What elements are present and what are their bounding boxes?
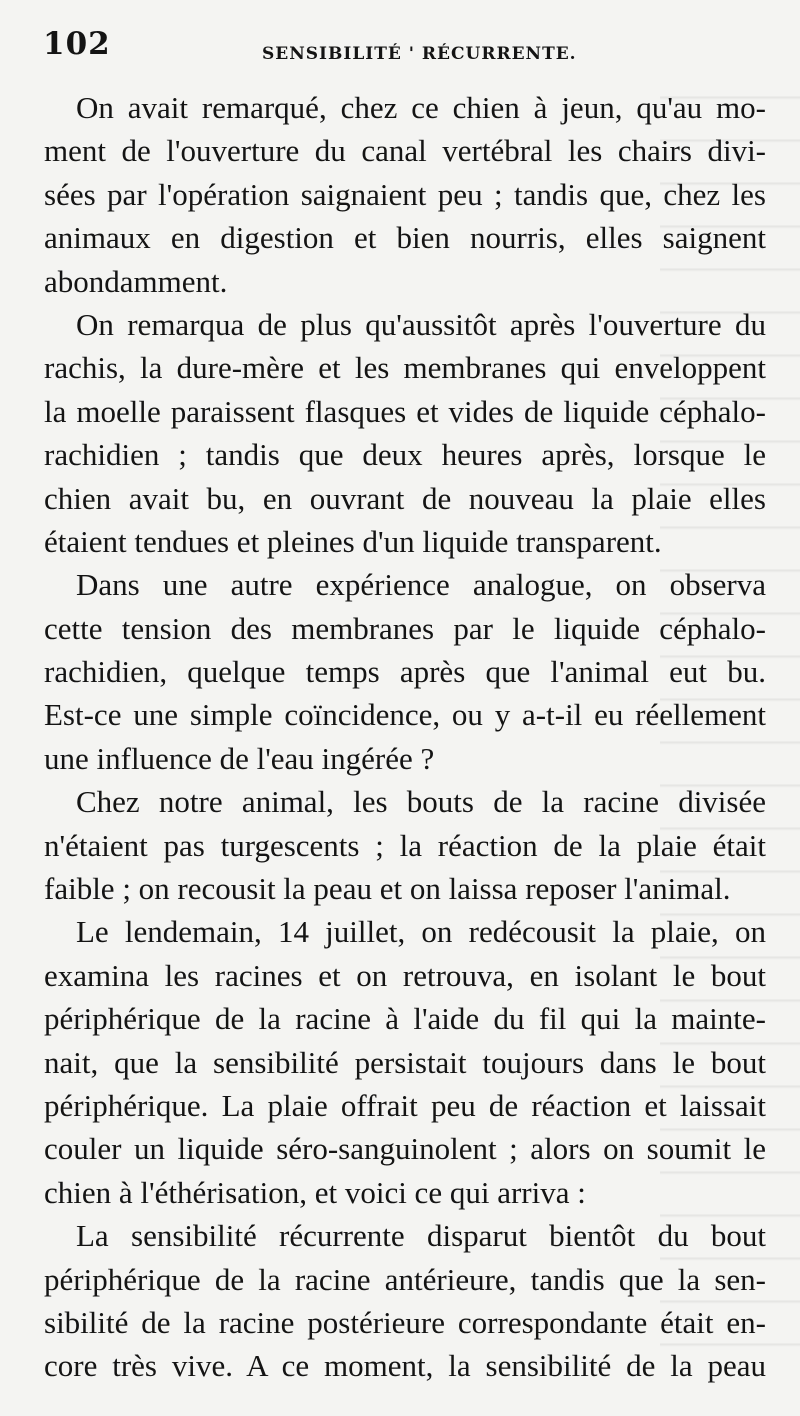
text-line: On remarqua de plus qu'aussitôt après l'ouverture du [76,306,766,342]
text-line: périphérique. La plaie offrait peu de réaction et laissait [44,1087,766,1123]
text-line: rachidien ; tandis que deux heures après, lorsque le [44,437,766,473]
text-line: rachidien, quelque temps après que l'animal eut bu. [44,654,766,690]
paragraph [44,303,766,563]
text-line: nait, que la sensibilité persistait toujours dans le bout [44,1044,766,1080]
text-line: chien à l'éthérisation, et voici ce qui arriva : [44,1174,586,1210]
text-line: examina les racines et on retrouva, en isolant le bout [44,957,766,993]
text-line: rachis, la dure-mère et les membranes qui enveloppent [44,350,766,386]
text-line: cette tension des membranes par le liquide céphalo- [44,610,766,646]
text-line: couler un liquide séro-sanguinolent ; alors on soumit le [44,1131,766,1167]
text-line: core très vive. A ce moment, la sensibilité de la peau [44,1348,766,1384]
text-line: Est-ce une simple coïncidence, ou y a-t-il eu réellement [44,697,766,733]
text-line: animaux en digestion et bien nourris, elles saignent [44,220,766,256]
text-line: sées par l'opération saignaient peu ; tandis que, chez les [44,176,766,212]
text-line: n'étaient pas turgescents ; la réaction de la plaie était [44,827,766,863]
text-line: Chez notre animal, les bouts de la racine divisée [76,784,766,820]
running-title: SENSIBILITÉ ' RÉCURRENTE. [262,44,577,64]
paragraph [44,563,766,780]
paragraph [44,1214,766,1388]
text-line: périphérique de la racine à l'aide du fil qui la mainte- [44,1001,766,1037]
text-line: Dans une autre expérience analogue, on observa [76,567,766,603]
text-line: faible ; on recousit la peau et on laissa reposer l'animal. [44,871,731,907]
text-line: La sensibilité récurrente disparut bientôt du bout [76,1218,766,1254]
text-line: On avait remarqué, chez ce chien à jeun, qu'au mo- [76,90,766,125]
text-line: abondamment. [44,263,228,299]
text-line: ment de l'ouverture du canal vertébral les chairs divi- [44,133,766,169]
text-line: une influence de l'eau ingérée ? [44,740,435,776]
text-line: Le lendemain, 14 juillet, on redécousit la plaie, on [76,914,766,950]
paragraph [44,86,766,303]
text-line: étaient tendues et pleines d'un liquide transparent. [44,523,662,559]
text-line: sibilité de la racine postérieure correspondante était en- [44,1304,766,1340]
page-number: 102 [43,26,111,62]
text-line: périphérique de la racine antérieure, tandis que la sen- [44,1261,766,1297]
text-line: la moelle paraissent flasques et vides de liquide céphalo- [44,393,766,429]
paragraph [44,910,766,1214]
paragraph [44,780,766,910]
body-text [44,86,766,1388]
text-line: chien avait bu, en ouvrant de nouveau la plaie elles [44,480,766,516]
